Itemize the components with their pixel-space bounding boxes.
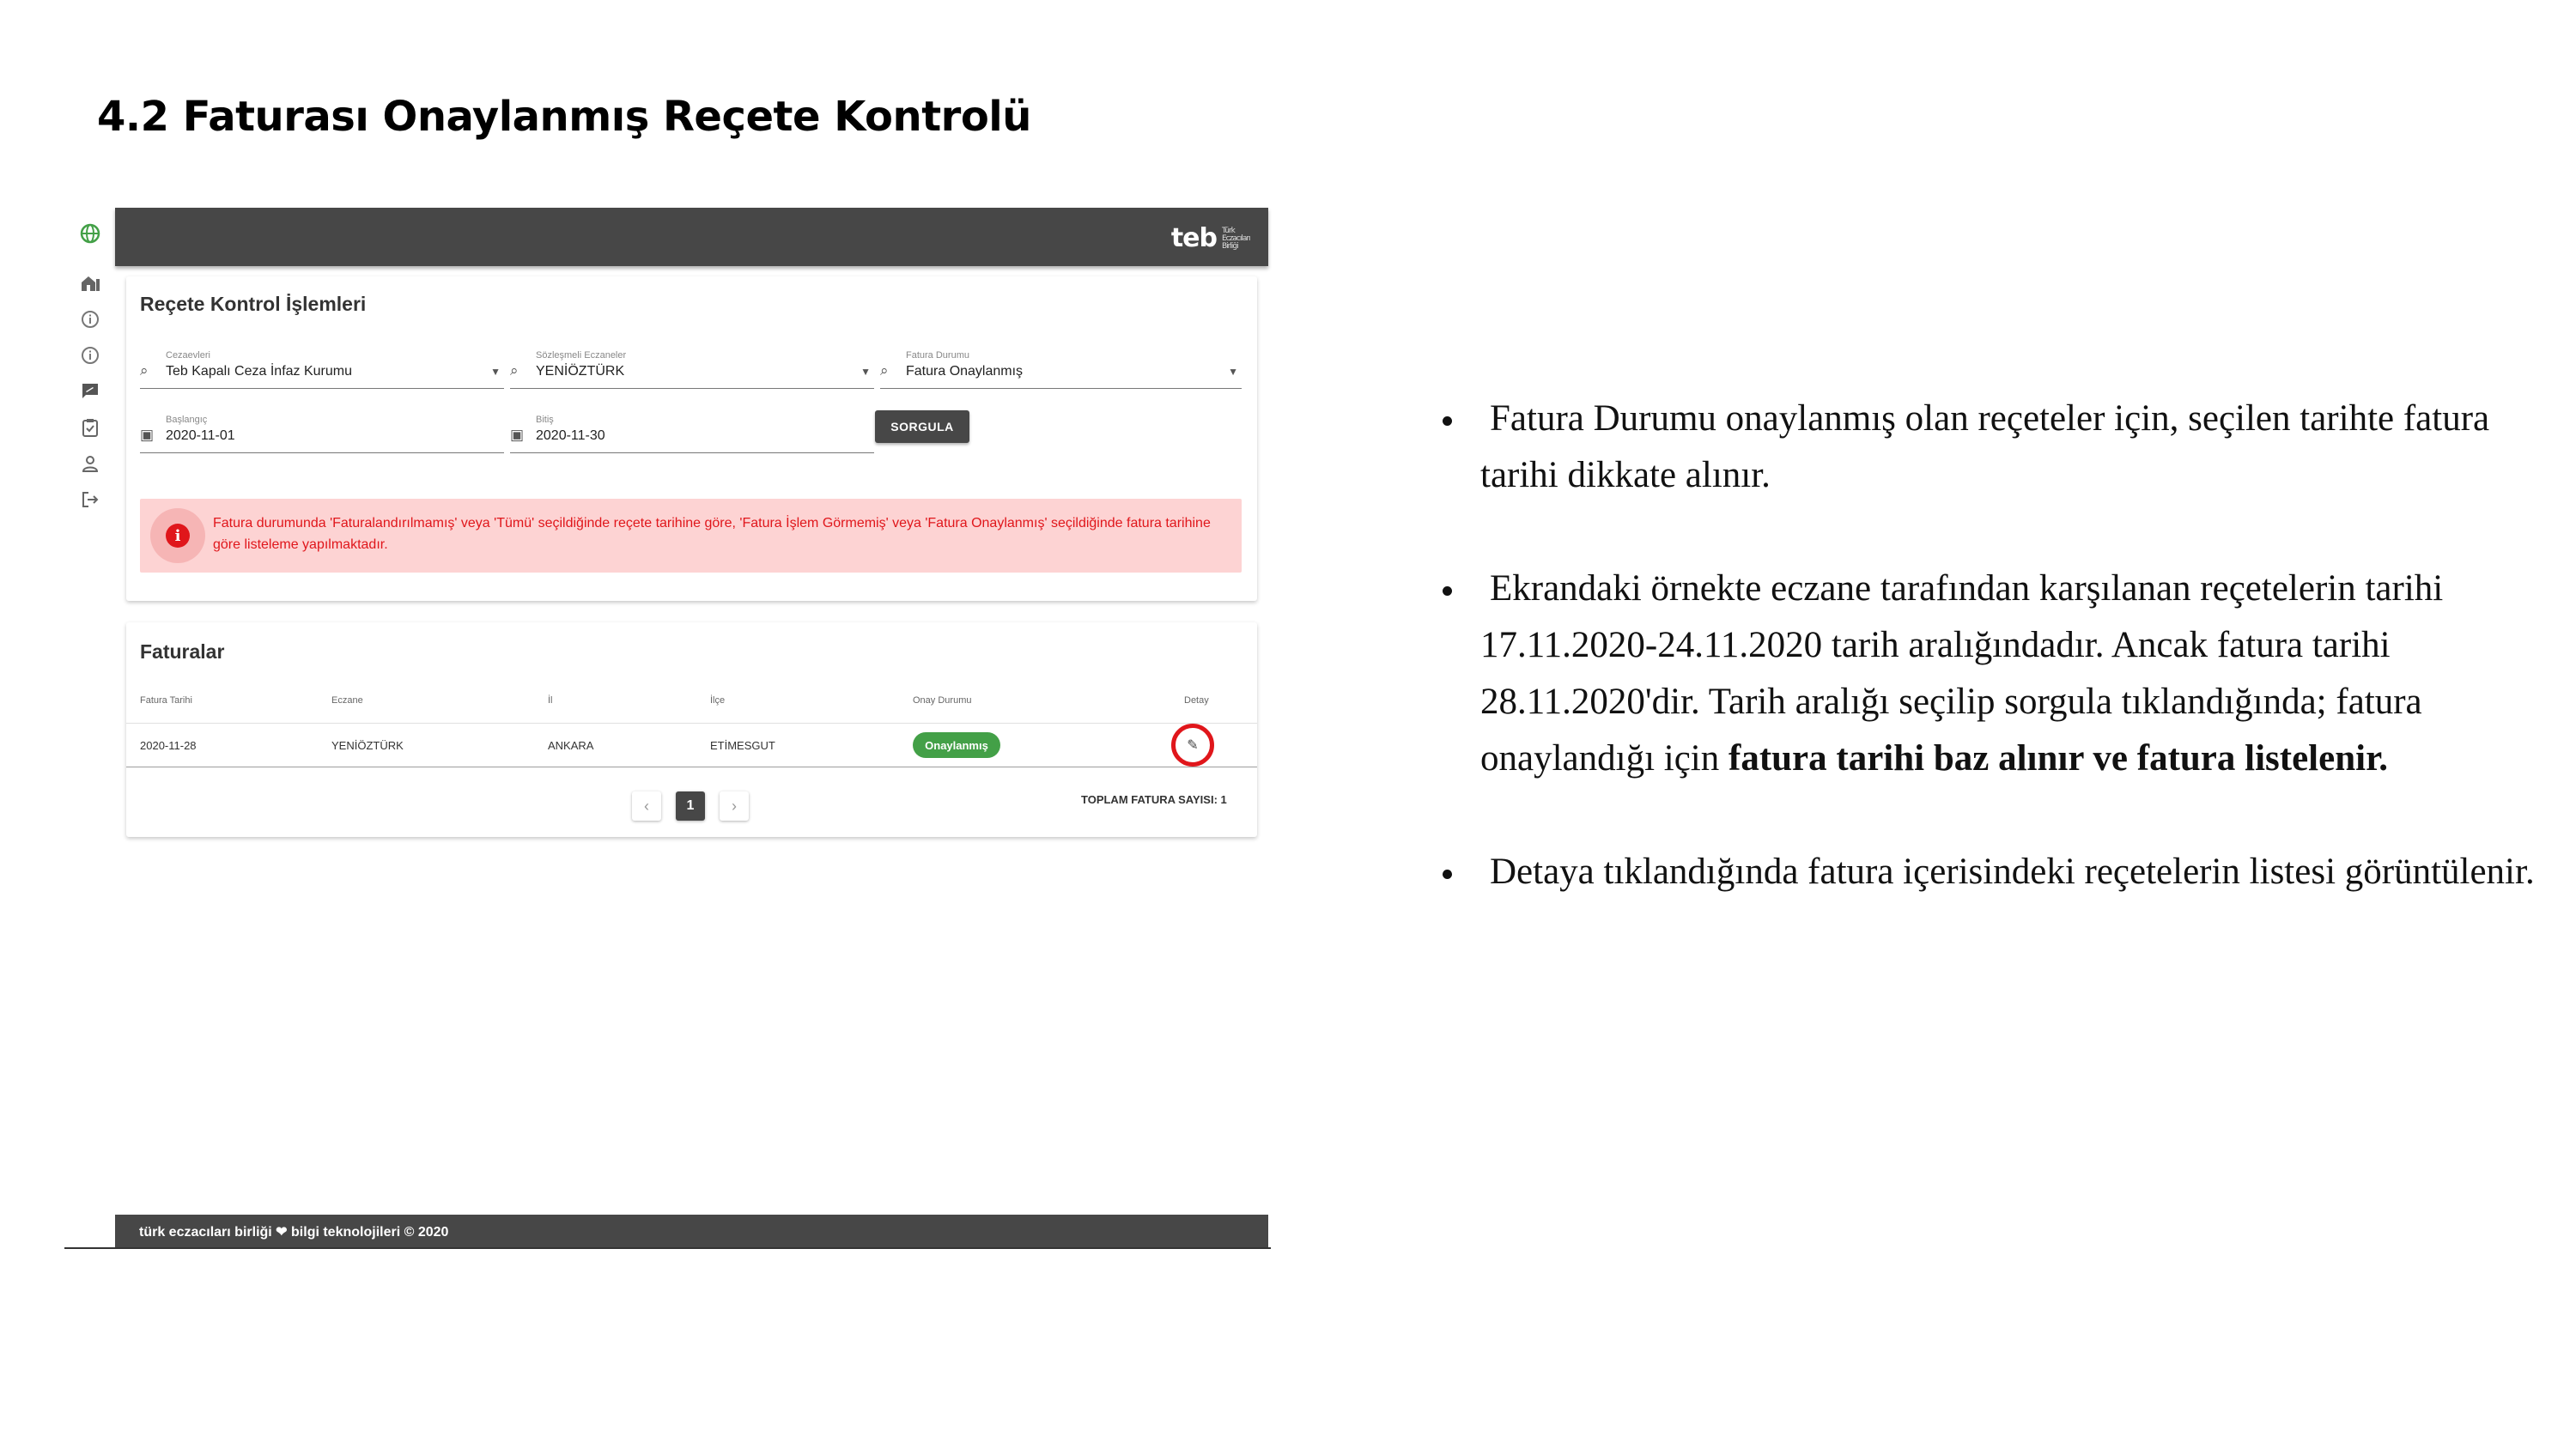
clipboard-icon[interactable] [80,417,100,438]
brand-name: teb [1170,223,1217,253]
bullet-text-bold: fatura tarihi baz alınır ve fatura listelenir. [1728,738,2388,779]
field-value: Teb Kapalı Ceza İnfaz Kurumu [166,364,353,379]
field-label: Cezaevleri [166,350,210,361]
cezaevleri-select[interactable] [140,350,504,389]
card-title: Faturalar [140,640,225,663]
info-alert [140,499,1242,573]
field-label: Sözleşmeli Eczaneler [536,350,627,361]
status-badge: Onaylanmış [913,732,1000,758]
sorgula-button[interactable]: SORGULA [875,410,969,443]
bullet-text: Detaya tıklandığında fatura içerisindeki reçetelerin listesi görüntülenir. [1490,852,2535,892]
bullet-text [1480,561,2562,787]
col-eczane[interactable]: Eczane [331,695,363,706]
header-divider [126,723,1257,724]
building-search-icon: ⌕ [510,362,519,379]
fatura-durumu-select[interactable] [880,350,1242,389]
building-search-icon: ⌕ [880,362,889,379]
bullet-dot [1443,416,1452,426]
field-value: YENİÖZTÜRK [536,364,625,379]
caret-down-icon: ▼ [490,366,501,378]
building-search-icon: ⌕ [140,362,149,379]
field-value: 2020-11-01 [166,428,235,443]
field-label: Bitiş [536,415,554,425]
side-rail [64,206,116,1247]
field-label: Fatura Durumu [906,350,969,361]
pager-next-button[interactable]: › [720,791,749,821]
cell-eczane: YENİÖZTÜRK [331,739,404,752]
footer-text: türk eczacıları birliği ❤ bilgi teknolojileri © 2020 [139,1225,449,1240]
field-value: 2020-11-30 [536,428,605,443]
baslangic-date-field[interactable] [140,415,504,453]
logout-icon[interactable] [80,489,100,510]
user-icon[interactable] [80,453,100,474]
col-fatura-tarihi[interactable]: Fatura Tarihi [140,695,192,706]
field-value: Fatura Onaylanmış [906,364,1024,379]
globe-icon[interactable] [80,223,100,244]
app-header [115,208,1268,266]
pharmacy-icon[interactable] [80,273,100,294]
calendar-icon: ▣ [510,427,525,443]
field-label: Başlangıç [166,415,208,425]
bullet-text-plain: Ekrandaki örnekte eczane tarafından karşılanan reçetelerin tarihi 17.11.2020-24.11.2020 tarih aralığındadır. Ancak fatura tarihi 28.11.2020'dir. Tarih aralığı seçilip sorgula tıklandığında; fatura onaylandığı için [1480,568,2444,779]
bitis-date-field[interactable] [510,415,874,453]
caret-down-icon: ▼ [860,366,871,378]
detail-highlight-circle [1171,724,1214,767]
col-ilce[interactable]: İlçe [710,695,726,706]
screenshot-baseline [64,1247,1271,1249]
pager-page-button[interactable]: 1 [676,791,705,821]
cell-il: ANKARA [548,739,594,752]
cell-ilce: ETİMESGUT [710,739,775,752]
brand-logo[interactable] [1171,223,1251,253]
page-title: 4.2 Faturası Onaylanmış Reçete Kontrolü [97,93,1031,141]
alert-icon: i [150,508,205,563]
app-footer [115,1215,1268,1249]
card-title: Reçete Kontrol İşlemleri [140,293,367,315]
bullet-text: Fatura Durumu onaylanmış olan reçeteler için, seçilen tarihte fatura tarihi dikkate alınır. [1480,398,2490,495]
col-onay-durumu[interactable]: Onay Durumu [913,695,972,706]
col-il[interactable]: İl [548,695,553,706]
chat-icon[interactable] [80,381,100,402]
edit-pencil-icon[interactable]: ✎ [1187,738,1199,753]
info-icon[interactable] [80,309,100,330]
info-icon-2[interactable] [80,345,100,366]
bullet-dot [1443,870,1452,879]
bullet-dot [1443,586,1452,596]
alert-text: Fatura durumunda 'Faturalandırılmamış' veya 'Tümü' seçildiğinde reçete tarihine göre, 'Fatura İşlem Görmemiş' veya 'Fatura Onaylanmış' seçildiğinde fatura tarihine göre listeleme yapılmaktadır. [213,516,1211,552]
calendar-icon: ▣ [140,427,155,443]
col-detay[interactable]: Detay [1184,695,1209,706]
brand-subtitle: Türk Eczacıları Birliği [1222,227,1250,251]
caret-down-icon: ▼ [1228,366,1238,378]
eczaneler-select[interactable] [510,350,874,389]
total-count: TOPLAM FATURA SAYISI: 1 [1081,793,1227,806]
pager-prev-button[interactable]: ‹ [632,791,661,821]
cell-fatura-tarihi: 2020-11-28 [140,739,197,752]
